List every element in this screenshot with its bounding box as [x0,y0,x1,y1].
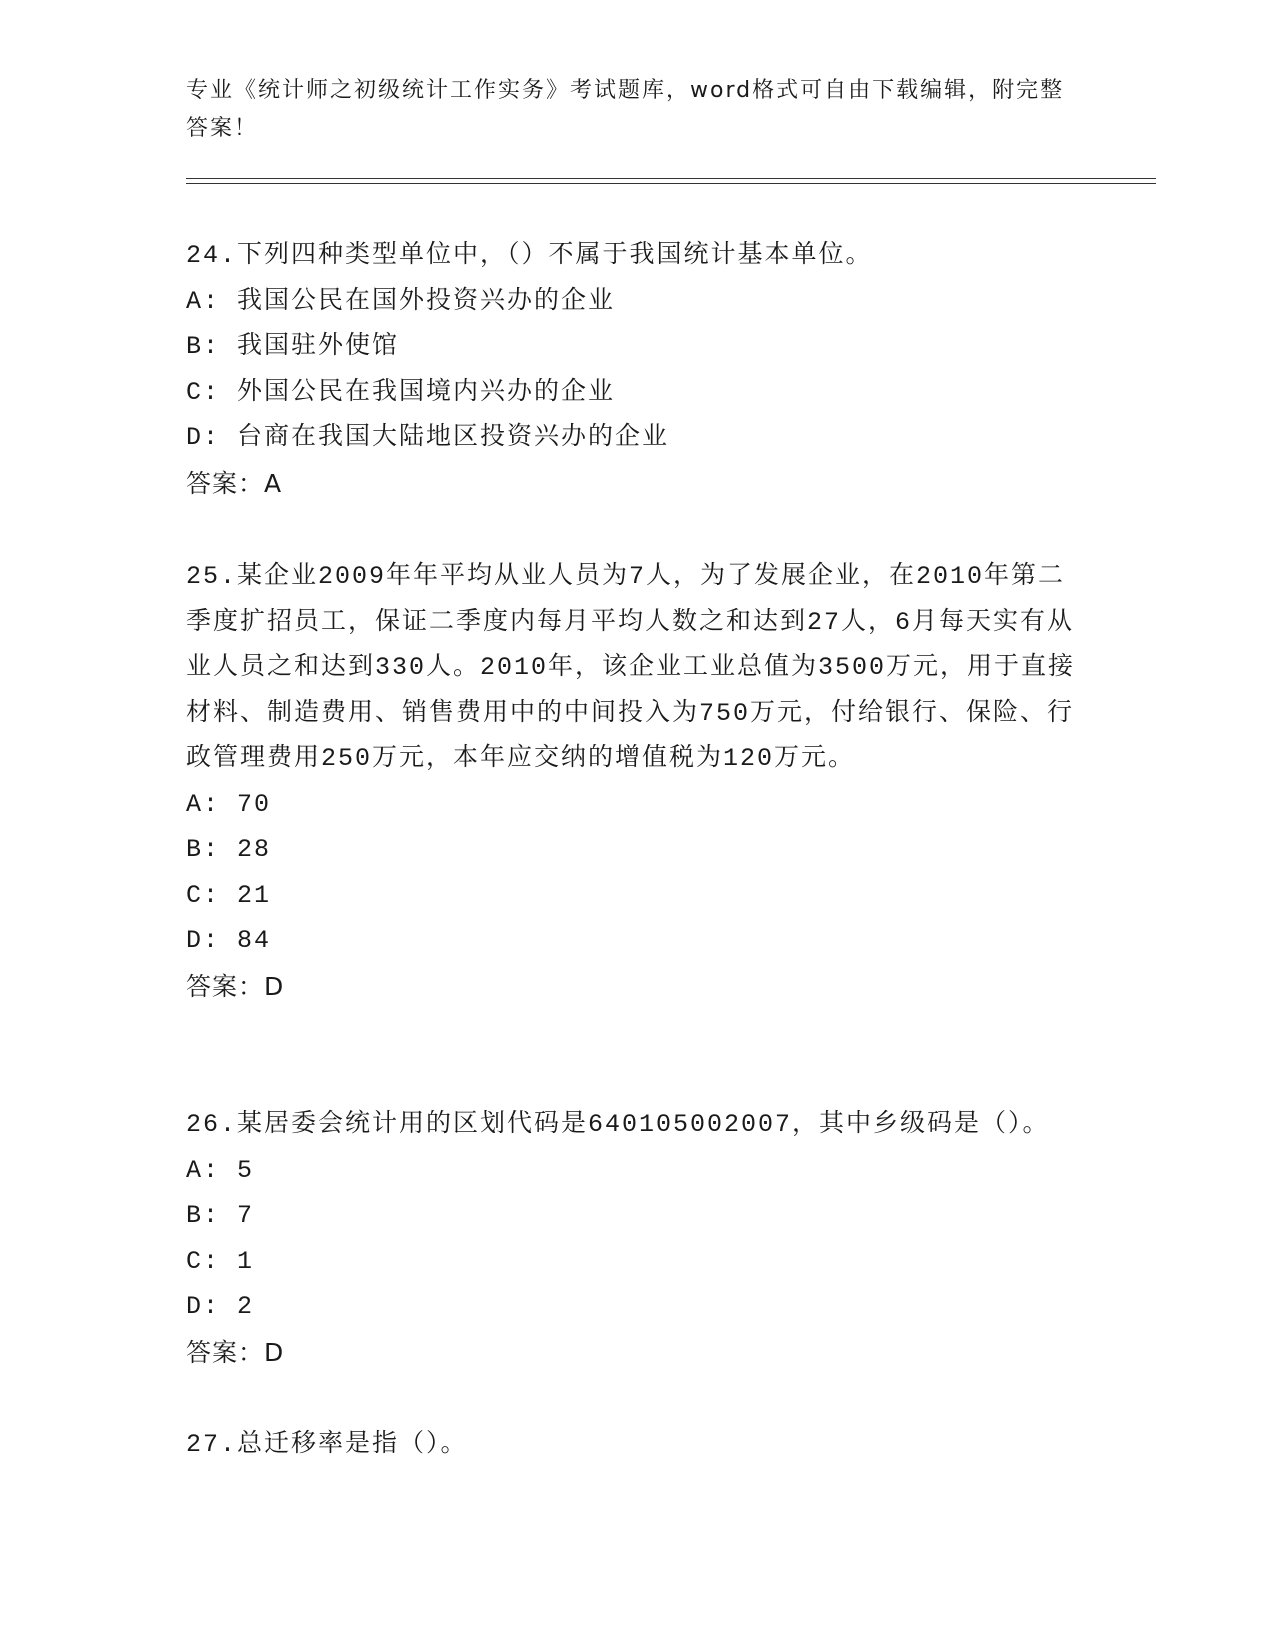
option-a: A: 70 [186,789,272,819]
option-b: B: 我国驻外使馆 [186,332,400,361]
question-27 [186,1422,1086,1468]
question-stem: 25.某企业2009年年平均从业人员为7人，为了发展企业，在2010年第二季度扩招员工，保证二季度内每月平均人数之和达到27人，6月每天实有从业人员之和达到330人。2010年，该企业工业总值为3500万元，用于直接材料、制造费用、销售费用中的中间投入为750万元，付给银行、保险、行政管理费用250万元，本年应交纳的增值税为120万元。 [186,562,1076,773]
answer-line: 答案：D [186,971,285,1001]
option-d: D: 2 [186,1292,255,1321]
option-a: A: 5 [186,1155,255,1185]
option-b: B: 7 [186,1201,255,1230]
option-c: C: 1 [186,1246,255,1276]
question-stem: 26.某居委会统计用的区划代码是640105002007，其中乡级码是（）。 [186,1110,1050,1139]
question-stem: 24.下列四种类型单位中，（）不属于我国统计基本单位。 [186,241,873,270]
option-c: C: 外国公民在我国境内兴办的企业 [186,377,616,407]
question-stem: 27.总迁移率是指（）。 [186,1430,468,1459]
option-c: C: 21 [186,880,272,910]
question-24 [186,233,1086,506]
header-divider-bottom [186,183,1156,184]
answer-line: 答案：D [186,1337,285,1367]
option-d: D: 台商在我国大陆地区投资兴办的企业 [186,423,670,452]
question-26 [186,1102,1086,1375]
option-b: B: 28 [186,835,272,864]
document-header: 专业《统计师之初级统计工作实务》考试题库，word格式可自由下载编辑，附完整答案！ [186,78,1065,141]
option-d: D: 84 [186,926,272,955]
question-25 [186,554,1086,1009]
header-divider-top [186,178,1156,179]
answer-line: 答案：A [186,468,283,498]
option-a: A: 我国公民在国外投资兴办的企业 [186,286,616,316]
